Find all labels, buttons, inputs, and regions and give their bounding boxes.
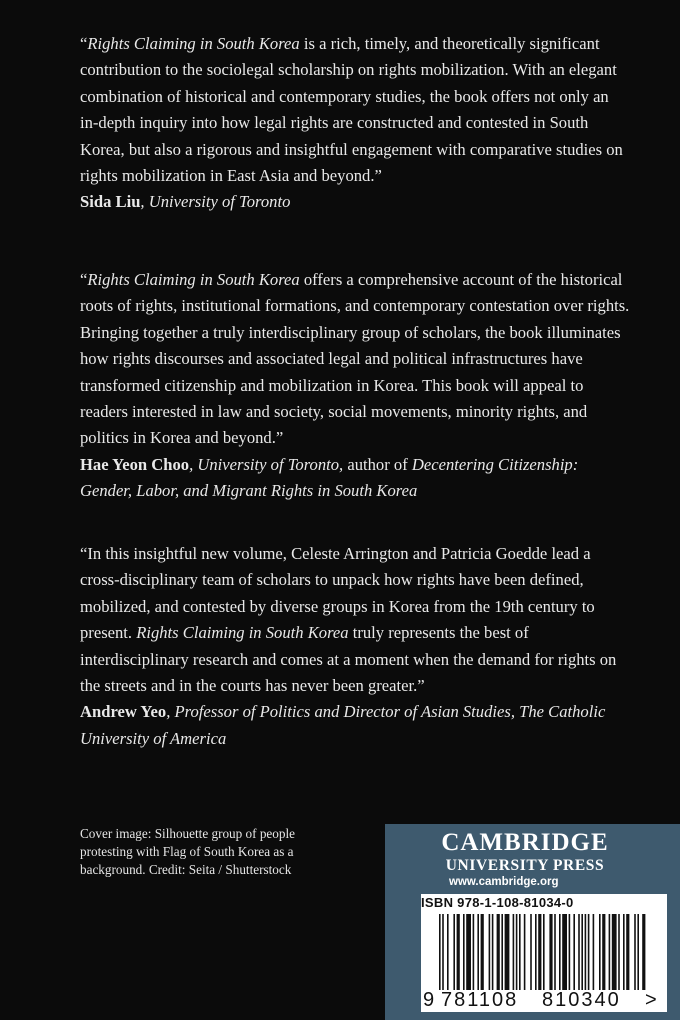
quote-affiliation: , University of Toronto, — [189, 454, 344, 474]
barcode-bar — [505, 914, 510, 990]
isbn-barcode — [421, 894, 667, 1012]
barcode-bars — [439, 914, 645, 990]
isbn-label: ISBN 978-1-108-81034-0 — [421, 895, 574, 910]
quote-affiliation: , Professor of Politics and Director of Asian Studies, The Catholic University of America — [80, 702, 606, 748]
barcode-bar — [477, 914, 479, 990]
quote-text: offers a comprehensive account of the historical roots of rights, institutional formations, and contemporary contestation over rights. Bringing together a truly interdisciplinary group of scholars, the book illuminates how rights discourses and associated legal and political infrastructures have transformed citizenship and mobilization in Korea. This book will appeal to readers interested in law and society, social movements, minority rights, and politics in Korea and beyond.” — [80, 270, 630, 448]
barcode-bar — [516, 914, 518, 990]
barcode-digits-right: 810340 — [542, 989, 621, 1011]
barcode-bar — [543, 914, 545, 990]
barcode-bar — [513, 914, 515, 990]
quote-book-title: Rights Claiming in South Korea — [87, 270, 300, 289]
barcode-bar — [466, 914, 471, 990]
barcode-bar — [623, 914, 625, 990]
quote-text: “In this insightful new volume, Celeste Arrington and Patricia Goedde lead a cross-disciplinary team of scholars to unpack how rights have been defined, mobilized, and contested by diverse groups in Korea from the 19th century to present. — [80, 544, 595, 643]
barcode-bar — [519, 914, 521, 990]
barcode-bar — [593, 914, 595, 990]
barcode-bar — [612, 914, 617, 990]
barcode-bar — [549, 914, 552, 990]
quote-author: Hae Yeon Choo — [80, 454, 190, 474]
barcode-graphic — [421, 894, 667, 1012]
barcode-bar — [447, 914, 449, 990]
quote-text: is a rich, timely, and theoretically significant contribution to the sociolegal scholarship on rights mobilization. With an elegant combination of historical and contemporary studies, the book offers not only an in-depth inquiry into how legal rights are constructed and contested in South Korea, but also a rigorous and insightful engagement with comparative studies on rights mobilization in East Asia and beyond.” — [80, 34, 623, 186]
endorsement-3 — [80, 541, 630, 752]
barcode-bar — [618, 914, 620, 990]
quote-text-end: truly represents the best of interdisciplinary research and comes at a moment when the demand for rights on the streets and in the courts has never been greater.” — [80, 623, 617, 696]
barcode-bar — [578, 914, 580, 990]
barcode-bar — [569, 914, 571, 990]
barcode-bar — [562, 914, 567, 990]
barcode-digit-first: 9 — [423, 989, 435, 1011]
barcode-bar — [609, 914, 611, 990]
barcode-bar — [535, 914, 537, 990]
barcode-bar — [559, 914, 561, 990]
barcode-bar — [497, 914, 500, 990]
publisher-name: CAMBRIDGE — [441, 829, 609, 856]
barcode-bar — [439, 914, 441, 990]
barcode-bar — [457, 914, 460, 990]
quote-book-title: Rights Claiming in South Korea — [87, 34, 300, 53]
cover-credit: Cover image: Silhouette group of people protesting with Flag of South Korea as a background. Credit: Seita / Shutterstock — [80, 826, 295, 877]
quote-author: Andrew Yeo — [80, 702, 167, 722]
quote-open: “ — [80, 34, 88, 53]
barcode-bar — [637, 914, 639, 990]
publisher-url: www.cambridge.org — [449, 876, 559, 888]
quote-author: Sida Liu — [80, 192, 141, 212]
barcode-bar — [626, 914, 629, 990]
barcode-bar — [581, 914, 583, 990]
publisher-box — [385, 824, 680, 1020]
barcode-bar — [554, 914, 556, 990]
quote-book-title: Rights Claiming in South Korea — [136, 623, 349, 643]
quote-affiliation: , University of Toronto — [140, 192, 291, 212]
barcode-bar — [602, 914, 605, 990]
quote-referenced-book: Decentering Citizenship: Gender, Labor, and Migrant Rights in South Korea — [80, 454, 579, 501]
barcode-bar — [492, 914, 494, 990]
quote-open: “ — [80, 270, 88, 289]
barcode-bar — [538, 914, 541, 990]
barcode-bar — [489, 914, 491, 990]
barcode-bar — [585, 914, 587, 990]
barcode-end-mark: > — [645, 989, 657, 1011]
barcode-bar — [642, 914, 645, 990]
barcode-bar — [501, 914, 503, 990]
barcode-bar — [573, 914, 575, 990]
barcode-digits-left: 781108 — [441, 989, 519, 1011]
barcode-bar — [442, 914, 444, 990]
barcode-bar — [453, 914, 455, 990]
barcode-bar — [634, 914, 636, 990]
barcode-bar — [530, 914, 532, 990]
barcode-bar — [588, 914, 590, 990]
barcode-bar — [599, 914, 601, 990]
barcode-bar — [463, 914, 465, 990]
quote-extra: author of — [343, 454, 412, 474]
endorsement-2 — [80, 267, 630, 505]
publisher-subtitle: UNIVERSITY PRESS — [445, 857, 605, 874]
endorsement-1 — [80, 31, 630, 216]
barcode-bar — [481, 914, 484, 990]
barcode-bar — [473, 914, 475, 990]
barcode-bar — [524, 914, 526, 990]
